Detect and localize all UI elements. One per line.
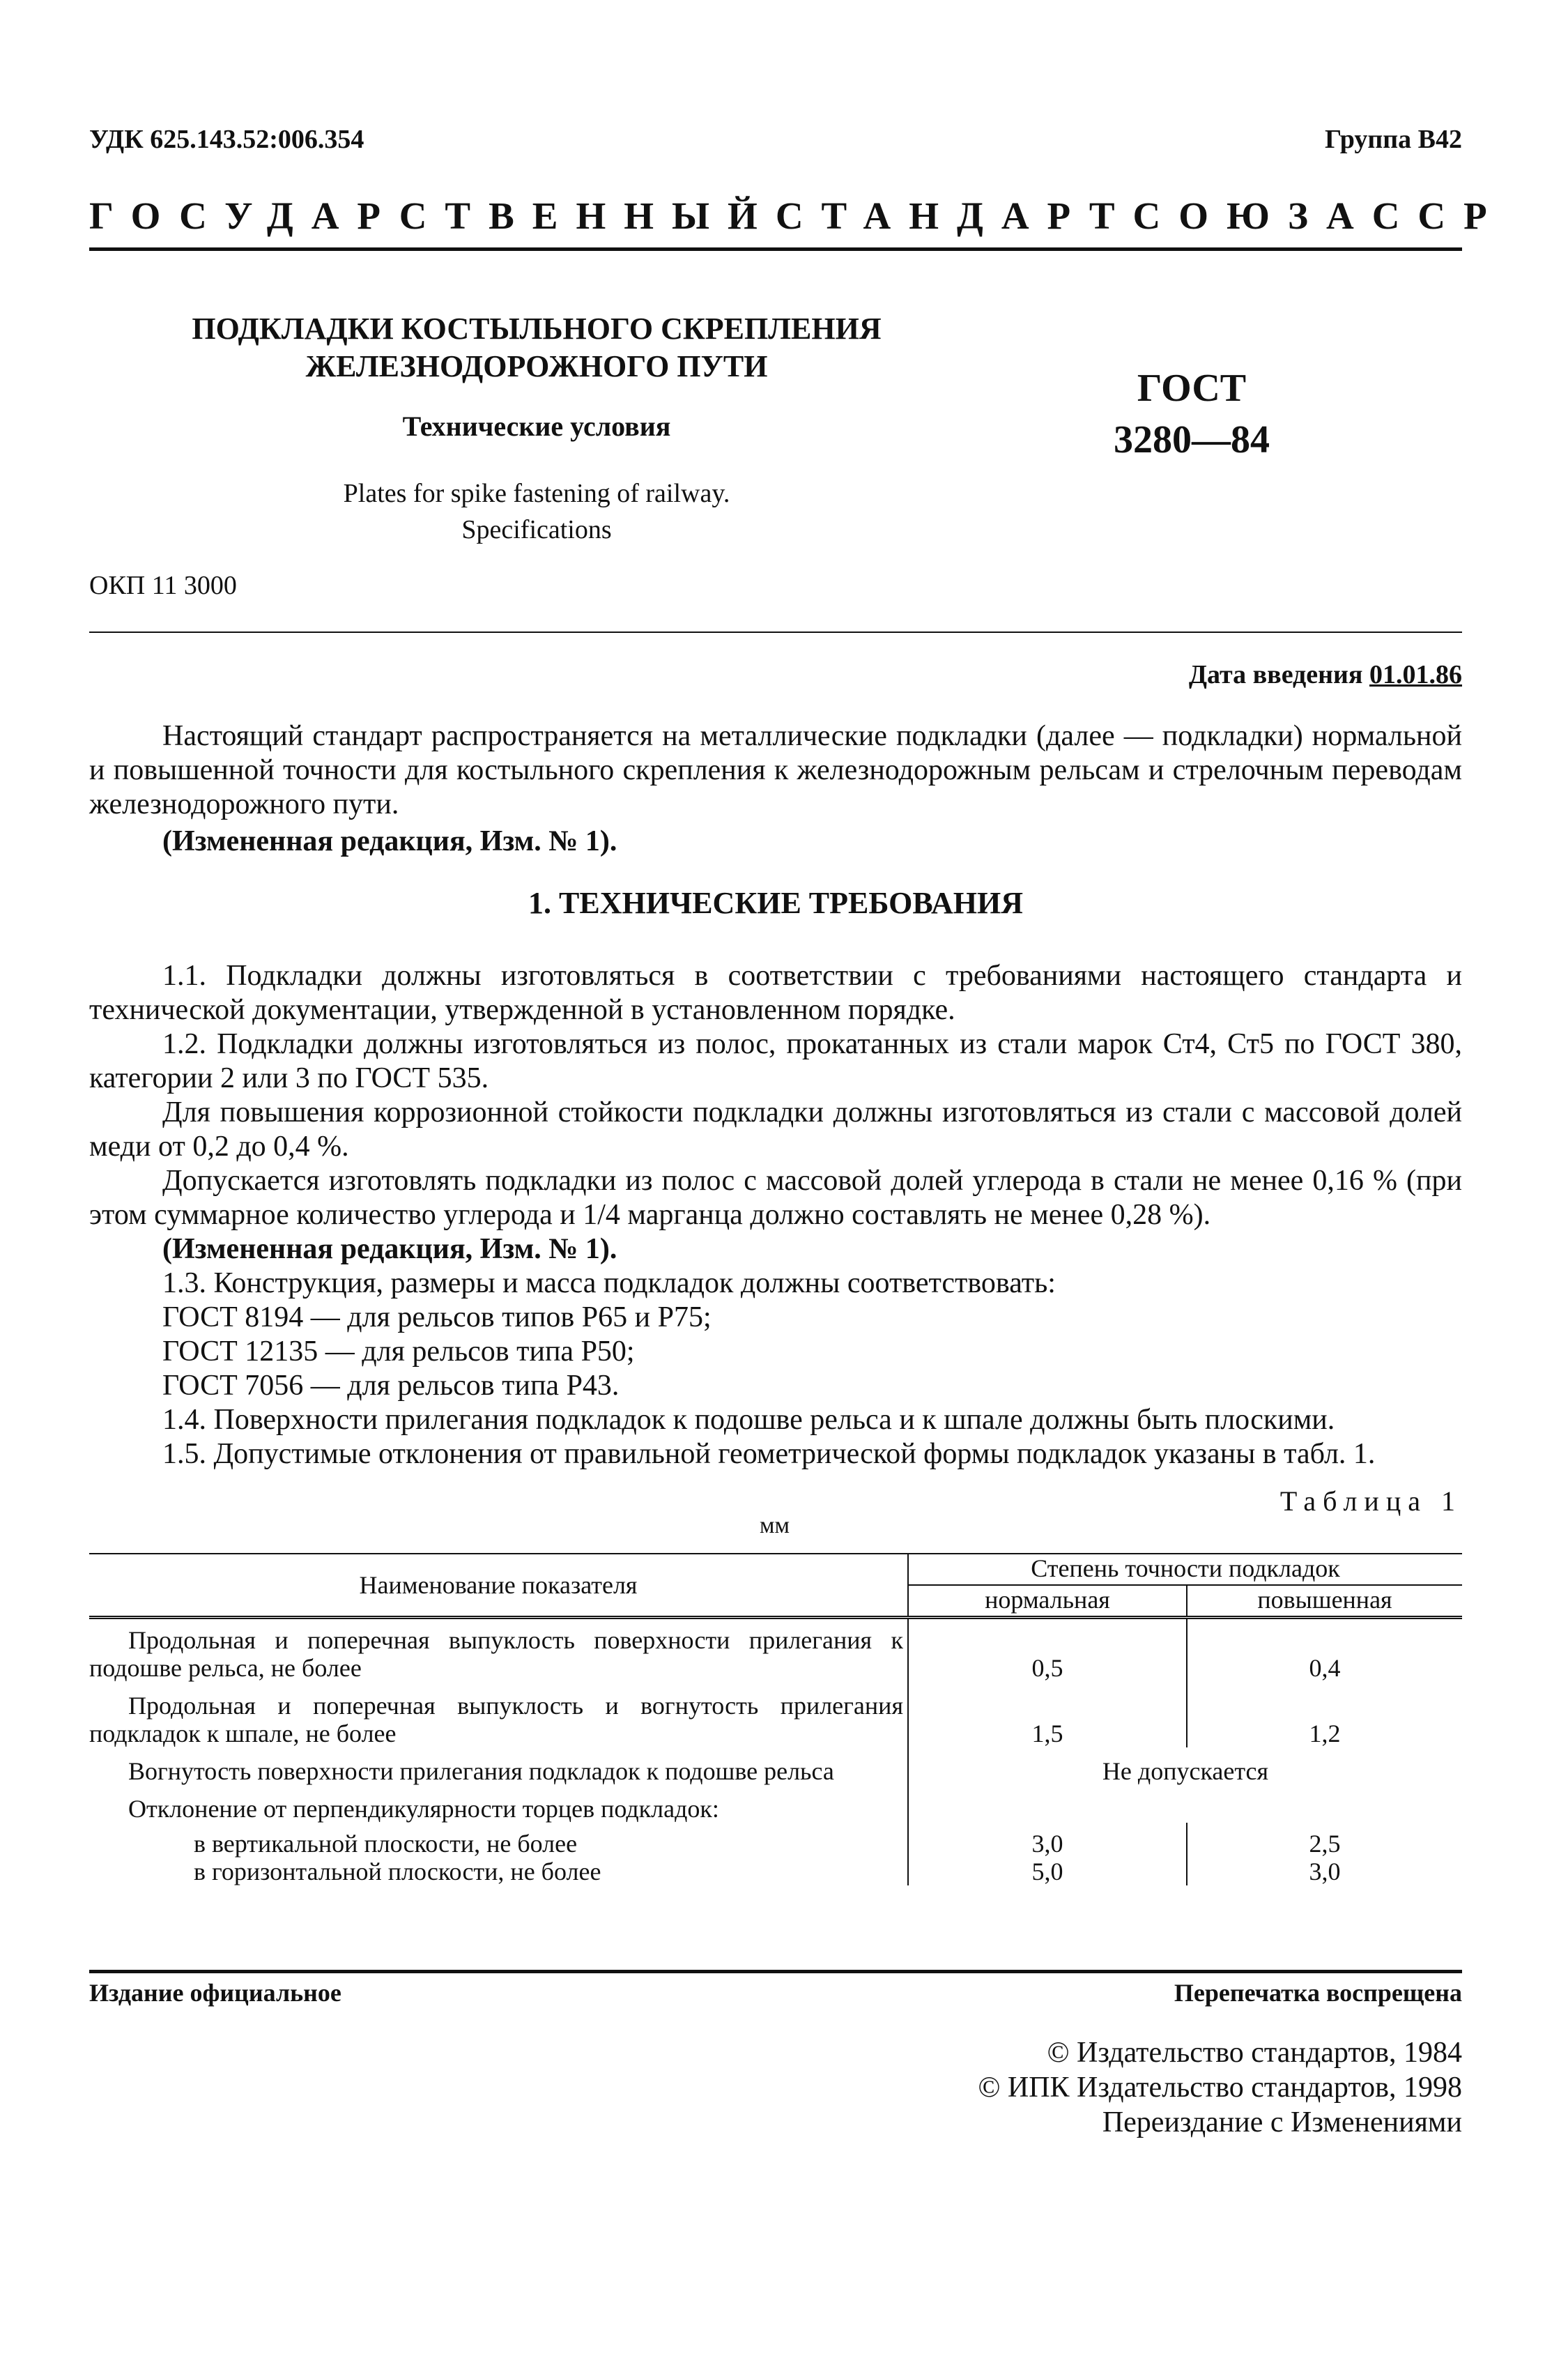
clause-1-3a: ГОСТ 8194 — для рельсов типов Р65 и Р75;	[162, 1301, 712, 1333]
clause-1-2	[89, 1027, 1462, 1096]
document-subtitle: Технические условия	[402, 411, 671, 442]
row-normal: 5,0	[908, 1858, 1187, 1885]
row-name: Отклонение от перпендикулярности торцев подкладок:	[89, 1785, 908, 1823]
row-normal: 3,0	[908, 1823, 1187, 1858]
official-edition: Издание официальное	[89, 1979, 341, 2007]
title-rule	[89, 632, 1462, 633]
table-caption: Таблица 1	[1279, 1485, 1462, 1517]
clause-1-3c: ГОСТ 7056 — для рельсов типа Р43.	[162, 1370, 620, 1402]
clause-1-2b-text: Для повышения коррозионной стойкости подкладки должны изготовляться из стали с массовой долей меди от 0,2 до 0,4 %.	[89, 1096, 1462, 1163]
clause-1-5: 1.5. Допустимые отклонения от правильной геометрической формы подкладок указаны в табл. 1.	[162, 1438, 1376, 1470]
gost-designation	[1087, 362, 1296, 466]
header-high: повышенная	[1257, 1585, 1392, 1614]
table-unit: мм	[760, 1513, 790, 1538]
row-name: в горизонтальной плоскости, не более	[89, 1858, 908, 1885]
row-normal: 0,5	[908, 1618, 1187, 1683]
effective-date	[1189, 659, 1462, 690]
row-high: 2,5	[1309, 1830, 1341, 1858]
document-title	[167, 310, 906, 385]
section-heading: 1. ТЕХНИЧЕСКИЕ ТРЕБОВАНИЯ	[528, 886, 1023, 920]
banner-word-3: СОЮЗА	[1132, 194, 1372, 237]
header-normal: нормальная	[908, 1585, 1187, 1618]
date-label: Дата введения	[1188, 660, 1363, 689]
copyright-line-3: Переиздание с Изменениями	[1102, 2106, 1462, 2138]
date-value: 01.01.86	[1369, 660, 1462, 689]
clause-1-2c-text: Допускается изготовлять подкладки из полос с массовой долей углерода в стали не менее 0,16 % (при этом суммарное количество углерода и 1/4 марганца должно составлять не менее 0,28 %).	[89, 1165, 1462, 1231]
row-high: 1,2	[1309, 1720, 1341, 1747]
gost-label: ГОСТ	[1137, 367, 1247, 410]
table-row	[89, 1785, 1462, 1823]
clause-1-4: 1.4. Поверхности прилегания подкладок к подошве рельса и к шпале должны быть плоскими.	[162, 1404, 1335, 1436]
tolerance-table	[89, 1553, 1462, 1885]
header-precision-group: Степень точности подкладок	[908, 1554, 1462, 1585]
clause-1-1-text: 1.1. Подкладки должны изготовляться в соответствии с требованиями настоящего стандарта и технической документации, утвержденной в установленном порядке.	[89, 960, 1462, 1026]
title-line-1: ПОДКЛАДКИ КОСТЫЛЬНОГО СКРЕПЛЕНИЯ	[192, 312, 882, 346]
copyright-line-1: © Издательство стандартов, 1984	[1047, 2037, 1462, 2069]
footer-rule	[89, 1970, 1462, 1973]
row-high: 0,4	[1309, 1654, 1341, 1682]
english-title	[167, 475, 906, 548]
english-title-line-2: Specifications	[461, 515, 612, 544]
english-title-line-1: Plates for spike fastening of railway.	[343, 479, 730, 508]
clause-1-3b: ГОСТ 12135 — для рельсов типа Р50;	[162, 1335, 635, 1368]
row-normal: 1,5	[908, 1682, 1187, 1747]
header-rule	[89, 247, 1462, 251]
clause-amendment: (Измененная редакция, Изм. № 1).	[162, 1233, 617, 1265]
clause-1-1	[89, 959, 1462, 1027]
table-row	[89, 1858, 1462, 1885]
banner-word-4: ССР	[1371, 194, 1505, 237]
row-name: в вертикальной плоскости, не более	[89, 1823, 908, 1858]
row-name: Вогнутость поверхности прилегания подкладок к подошве рельса	[89, 1747, 908, 1785]
okp-code: ОКП 11 3000	[89, 571, 237, 600]
banner-word-2: СТАНДАРТ	[775, 194, 1133, 237]
clause-1-2b	[89, 1096, 1462, 1164]
intro-paragraph	[89, 719, 1462, 822]
title-line-2: ЖЕЛЕЗНОДОРОЖНОГО ПУТИ	[305, 349, 768, 383]
copyright-block	[978, 2035, 1462, 2140]
clause-1-2-text: 1.2. Подкладки должны изготовляться из полос, прокатанных из стали марок Ст4, Ст5 по ГОСТ 380, категории 2 или 3 по ГОСТ 535.	[89, 1028, 1462, 1094]
state-standard-banner	[89, 194, 1505, 238]
table-row	[89, 1747, 1462, 1785]
table-row	[89, 1618, 1462, 1683]
group-code: Группа В42	[1324, 125, 1462, 154]
row-name: Продольная и поперечная выпуклость и вогнутость прилегания подкладок к шпале, не более	[89, 1682, 908, 1747]
gost-number: 3280—84	[1114, 418, 1270, 461]
row-high: 3,0	[1309, 1858, 1341, 1885]
table-row	[89, 1682, 1462, 1747]
clause-1-3: 1.3. Конструкция, размеры и масса подкладок должны соответствовать:	[162, 1267, 1056, 1299]
header-indicator-name: Наименование показателя	[89, 1554, 908, 1618]
row-name: Продольная и поперечная выпуклость поверхности прилегания к подошве рельса, не более	[89, 1618, 908, 1683]
intro-text: Настоящий стандарт распространяется на металлические подкладки (далее — подкладки) нормальной и повышенной точности для костыльного скрепления к железнодорожным рельсам и стрелочным переводам железнодорожного пути.	[89, 720, 1462, 820]
intro-amendment: (Измененная редакция, Изм. № 1).	[162, 825, 617, 857]
udk-code: УДК 625.143.52:006.354	[89, 125, 364, 154]
table-row	[89, 1823, 1462, 1858]
row-merged-value: Не допускается	[1102, 1757, 1269, 1785]
banner-word-1: ГОСУДАРСТВЕННЫЙ	[89, 194, 776, 237]
copyright-line-2: © ИПК Издательство стандартов, 1998	[978, 2072, 1462, 2104]
reprint-prohibited: Перепечатка воспрещена	[1174, 1979, 1462, 2007]
clause-1-2c	[89, 1164, 1462, 1232]
